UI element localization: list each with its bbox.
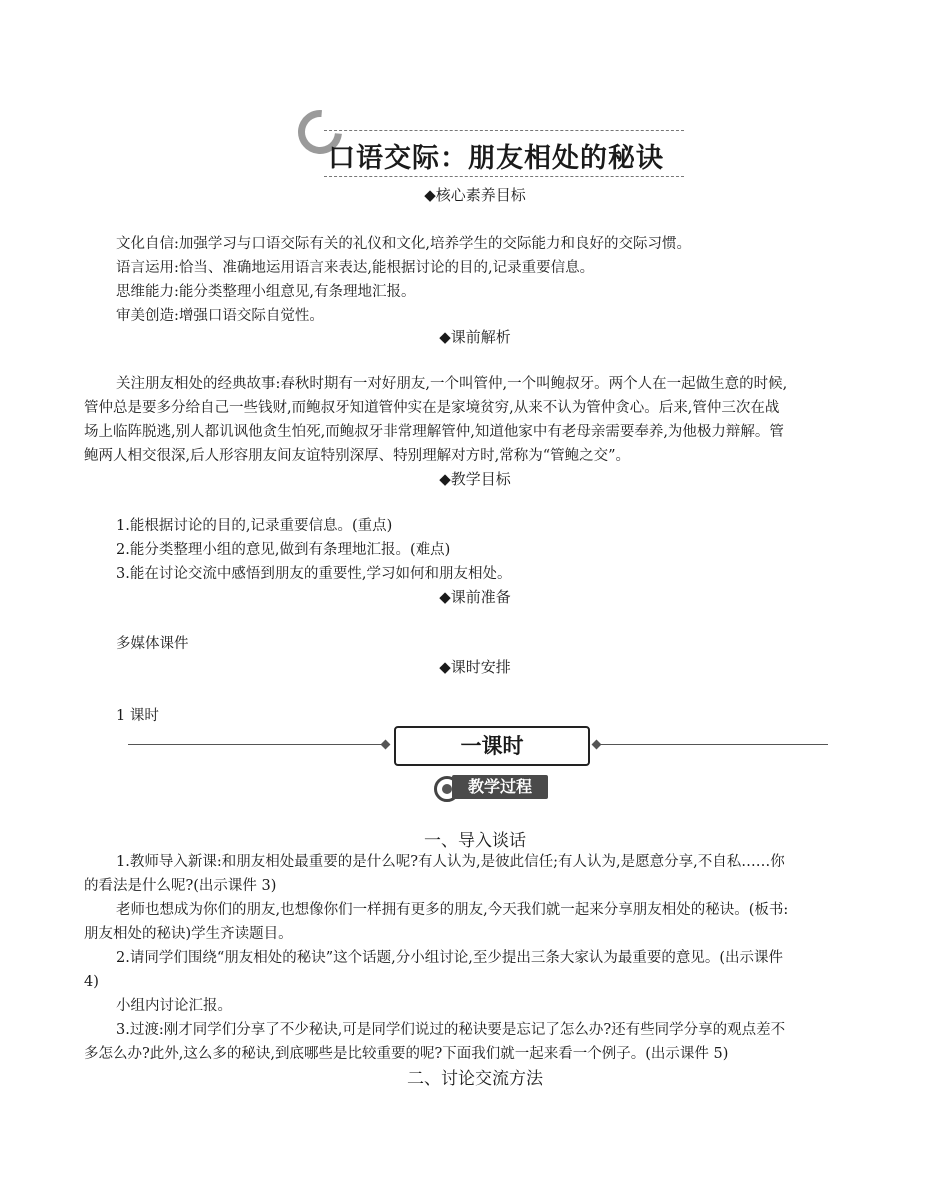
pre-analysis-line: 管仲总是要多分给自己一些钱财,而鲍叔牙知道管仲实在是家境贫穷,从来不认为管仲贪心。后来,管仲三次在战 [84, 400, 780, 416]
core-goal-item: 语言运用:恰当、准确地运用语言来表达,能根据讨论的目的,记录重要信息。 [116, 260, 595, 276]
section1-p5-line: 多怎么办?此外,这么多的秘诀,到底哪些是比较重要的呢?下面我们就一起来看一个例子。(出示课件 5) [84, 1046, 729, 1062]
core-goals-heading: ◆核心素养目标 [424, 186, 526, 204]
divider-left [128, 744, 386, 745]
preparation-heading: ◆课前准备 [439, 588, 511, 606]
pre-analysis-line: 关注朋友相处的经典故事:春秋时期有一对好朋友,一个叫管仲,一个叫鲍叔牙。两个人在一起做生意的时候, [116, 376, 788, 392]
page-title: 口语交际：朋友相处的秘诀 [328, 143, 664, 174]
pre-analysis-line: 场上临阵脱逃,别人都讥讽他贪生怕死,而鲍叔牙非常理解管仲,知道他家中有老母亲需要奉养,为他极力辩解。管 [84, 424, 784, 440]
teaching-goals-list [116, 514, 892, 586]
teaching-goal-item: 2.能分类整理小组的意见,做到有条理地汇报。(难点) [116, 542, 451, 558]
core-goal-item: 文化自信:加强学习与口语交际有关的礼仪和文化,培养学生的交际能力和良好的交际习惯。 [116, 236, 691, 252]
lesson-label: 一课时 [394, 726, 590, 766]
title-bottom-rule [324, 176, 684, 177]
section1-p2-line: 老师也想成为你们的朋友,也想像你们一样拥有更多的朋友,今天我们就一起来分享朋友相处的秘诀。(板书: [116, 902, 789, 918]
pre-analysis-heading: ◆课前解析 [439, 328, 511, 346]
core-goal-item: 审美创造:增强口语交际自觉性。 [116, 308, 324, 324]
schedule-heading: ◆课时安排 [439, 658, 511, 676]
title-top-rule [324, 130, 684, 131]
preparation-text: 多媒体课件 [116, 636, 189, 652]
section1-p3-line: 4) [84, 974, 99, 990]
section1-p5-line: 3.过渡:刚才同学们分享了不少秘诀,可是同学们说过的秘诀要是忘记了怎么办?还有些同学分享的观点差不 [116, 1022, 786, 1038]
section1-p3-line: 2.请同学们围绕“朋友相处的秘诀”这个话题,分小组讨论,至少提出三条大家认为最重要的意见。(出示课件 [116, 950, 784, 966]
teaching-goal-item: 1.能根据讨论的目的,记录重要信息。(重点) [116, 518, 393, 534]
section2-heading: 二、讨论交流方法 [407, 1069, 543, 1089]
process-badge: 教学过程 [452, 775, 548, 799]
section1-heading: 一、导入谈话 [424, 831, 526, 851]
section1-p4: 小组内讨论汇报。 [116, 998, 232, 1014]
teaching-goals-heading: ◆教学目标 [439, 470, 511, 488]
section1-body [84, 850, 860, 1066]
schedule-text: 1 课时 [116, 708, 159, 724]
divider-right [600, 744, 828, 745]
teaching-goal-item: 3.能在讨论交流中感悟到朋友的重要性,学习如何和朋友相处。 [116, 566, 512, 582]
pre-analysis-text [84, 372, 860, 468]
core-goal-item: 思维能力:能分类整理小组意见,有条理地汇报。 [116, 284, 416, 300]
divider-dot-left [381, 740, 391, 750]
core-goals-list [116, 232, 892, 328]
title-block [298, 110, 688, 182]
section1-p1-line: 1.教师导入新课:和朋友相处最重要的是什么呢?有人认为,是彼此信任;有人认为,是愿意分享,不自私……你 [116, 854, 785, 870]
pre-analysis-line: 鲍两人相交很深,后人形容朋友间友谊特别深厚、特别理解对方时,常称为“管鲍之交”。 [84, 448, 631, 464]
section1-p1-line: 的看法是什么呢?(出示课件 3) [84, 878, 277, 894]
section1-p2-line: 朋友相处的秘诀)学生齐读题目。 [84, 926, 293, 942]
